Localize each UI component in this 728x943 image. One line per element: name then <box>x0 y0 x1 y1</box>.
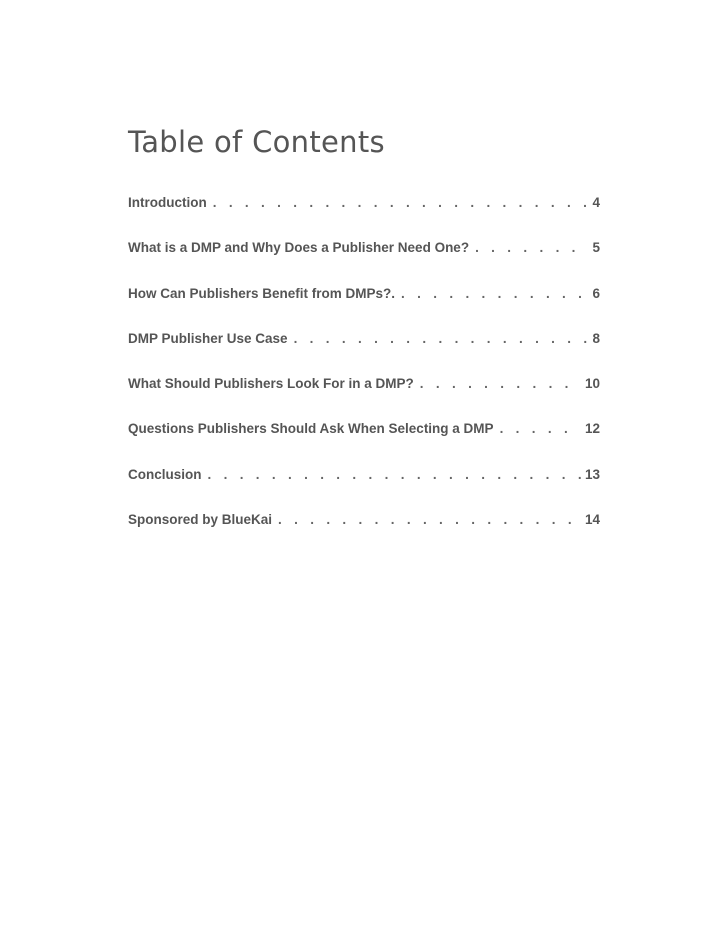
toc-entry-what-to-look-for[interactable] <box>128 374 600 419</box>
toc-entry-sponsored[interactable] <box>128 510 600 555</box>
page-title: Table of Contents <box>128 125 385 159</box>
dot-leader <box>294 329 589 349</box>
toc-entry-introduction[interactable] <box>128 193 600 238</box>
dot-leader <box>500 419 581 439</box>
toc-entry-title: Conclusion <box>128 466 202 482</box>
dot-leader <box>420 374 581 394</box>
toc-entry-page-number: 14 <box>584 512 600 528</box>
toc-entry-what-is-a-dmp[interactable] <box>128 238 600 283</box>
toc-entry-title: Questions Publishers Should Ask When Selecting a DMP <box>128 421 494 437</box>
toc-entry-page-number: 6 <box>592 285 600 301</box>
toc-entry-title: Sponsored by BlueKai <box>128 512 273 528</box>
dot-leader <box>278 510 581 530</box>
toc-entry-page-number: 10 <box>584 376 600 392</box>
toc-entry-use-case[interactable] <box>128 329 600 374</box>
dot-leader <box>208 465 581 485</box>
toc-entry-conclusion[interactable] <box>128 465 600 510</box>
toc-entry-title: What is a DMP and Why Does a Publisher Need One? <box>128 240 470 256</box>
dot-leader <box>475 238 588 258</box>
toc-entry-questions[interactable] <box>128 419 600 464</box>
toc-entry-title: How Can Publishers Benefit from DMPs?. <box>128 285 396 301</box>
toc-list <box>128 193 600 555</box>
toc-entry-publisher-benefits[interactable] <box>128 284 600 329</box>
toc-entry-page-number: 12 <box>584 421 600 437</box>
toc-entry-title: What Should Publishers Look For in a DMP? <box>128 376 414 392</box>
toc-entry-title: DMP Publisher Use Case <box>128 330 288 346</box>
dot-leader <box>213 193 589 213</box>
toc-entry-page-number: 4 <box>592 195 600 210</box>
toc-entry-page-number: 8 <box>592 330 600 346</box>
dot-leader <box>401 284 588 304</box>
toc-entry-page-number: 13 <box>584 466 600 482</box>
toc-entry-title: Introduction <box>128 195 207 210</box>
toc-entry-page-number: 5 <box>592 240 600 256</box>
